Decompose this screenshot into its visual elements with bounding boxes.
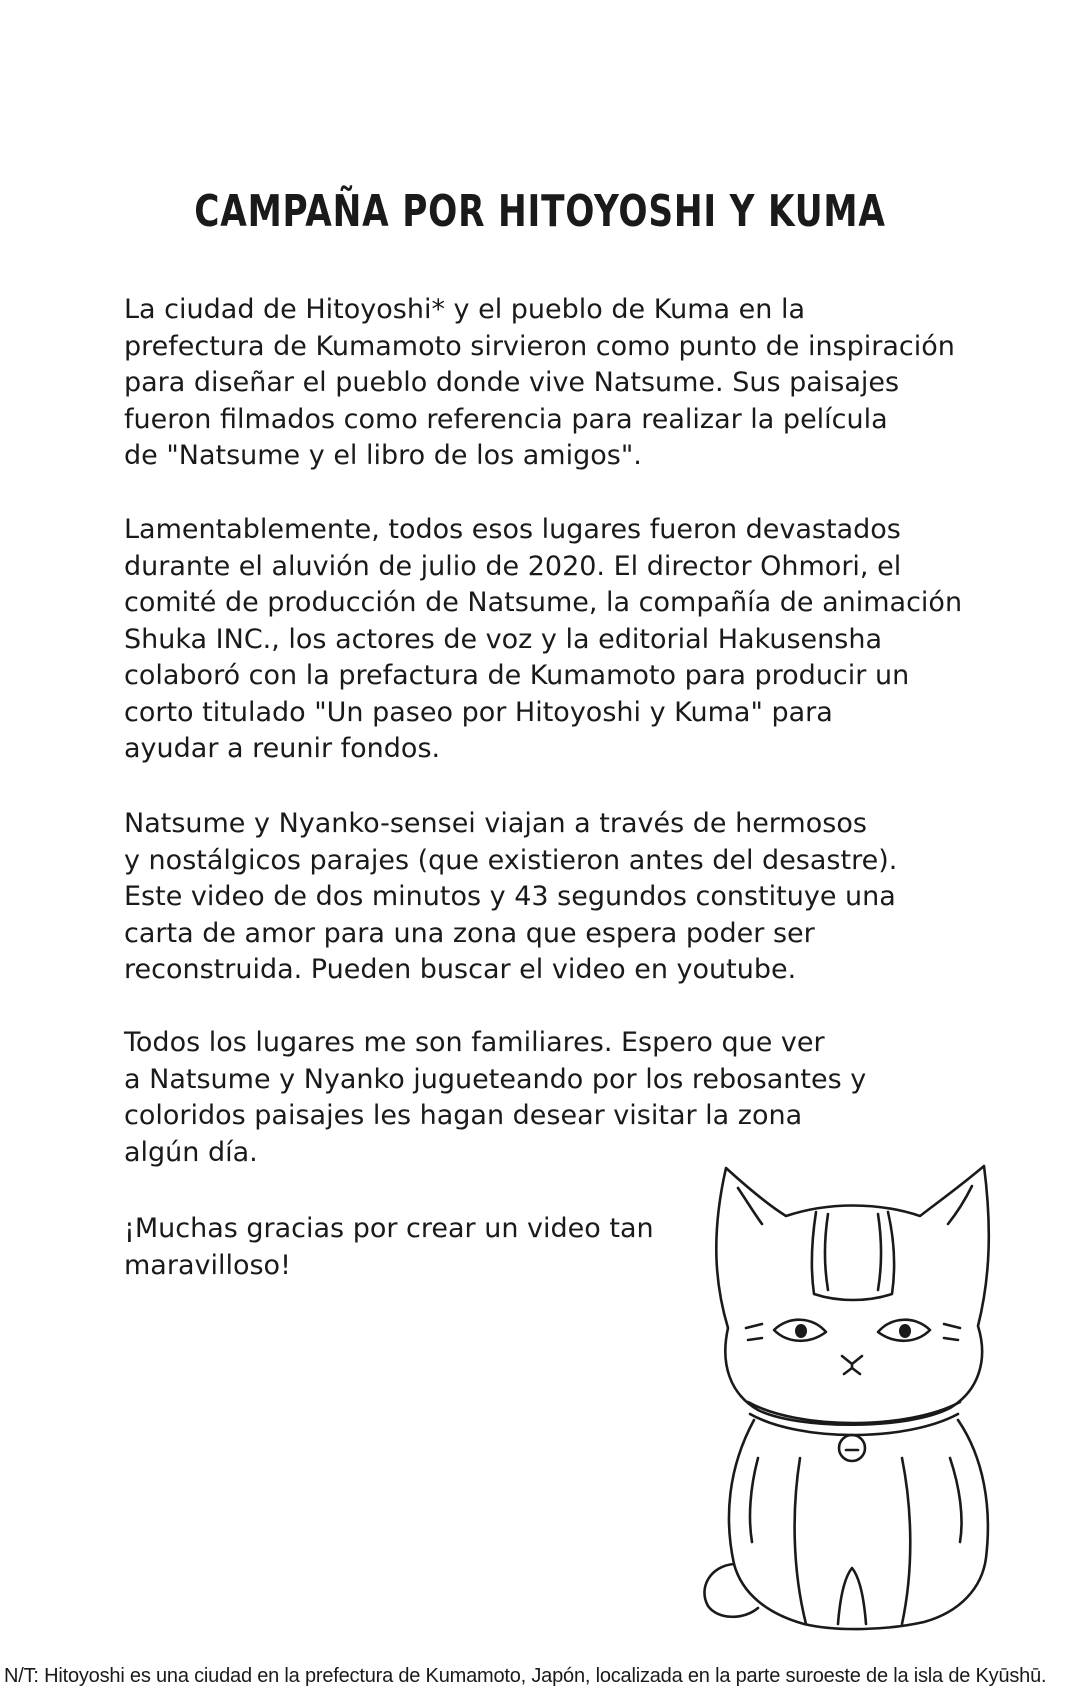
text-line: Este video de dos minutos y 43 segundos constituye una bbox=[124, 881, 896, 912]
text-line: ayudar a reunir fondos. bbox=[124, 733, 441, 764]
text-line: Natsume y Nyanko-sensei viajan a través de hermosos bbox=[124, 808, 867, 839]
text-line: Lamentablemente, todos esos lugares fueron devastados bbox=[124, 514, 901, 545]
text-line: maravilloso! bbox=[124, 1249, 291, 1281]
paragraph-1 bbox=[124, 292, 964, 475]
cat-illustration-icon bbox=[688, 1158, 1018, 1638]
page-title: CAMPAÑA POR HITOYOSHI Y KUMA bbox=[194, 186, 886, 237]
text-line: de "Natsume y el libro de los amigos". bbox=[124, 440, 642, 471]
text-line: para diseñar el pueblo donde vive Natsume. Sus paisajes bbox=[124, 367, 900, 398]
text-line: Shuka INC., los actores de voz y la editorial Hakusensha bbox=[124, 623, 882, 655]
text-line: corto titulado "Un paseo por Hitoyoshi y Kuma" para bbox=[124, 696, 833, 728]
paragraph-3 bbox=[124, 806, 964, 989]
text-line: comité de producción de Natsume, la compañía de animación bbox=[124, 587, 963, 618]
text-line: fueron filmados como referencia para realizar la película bbox=[124, 403, 888, 435]
text-line: ¡Muchas gracias por crear un video tan bbox=[124, 1213, 654, 1244]
text-line: coloridos paisajes les hagan desear visitar la zona bbox=[124, 1100, 803, 1131]
text-line: prefectura de Kumamoto sirvieron como punto de inspiración bbox=[124, 330, 955, 362]
text-line: algún día. bbox=[124, 1136, 258, 1168]
text-line: durante el aluvión de julio de 2020. El director Ohmori, el bbox=[124, 550, 902, 582]
text-line: colaboró con la prefactura de Kumamoto para producir un bbox=[124, 660, 910, 691]
text-line: a Natsume y Nyanko jugueteando por los rebosantes y bbox=[124, 1063, 867, 1095]
paragraph-4 bbox=[124, 1025, 964, 1171]
text-line: carta de amor para una zona que espera poder ser bbox=[124, 917, 815, 949]
text-line: La ciudad de Hitoyoshi* y el pueblo de Kuma en la bbox=[124, 294, 805, 325]
paragraph-2 bbox=[124, 512, 964, 768]
text-line: y nostálgicos parajes (que existieron antes del desastre). bbox=[124, 844, 898, 876]
text-line: Todos los lugares me son familiares. Espero que ver bbox=[124, 1027, 825, 1058]
text-line: reconstruida. Pueden buscar el video en youtube. bbox=[124, 954, 797, 985]
translator-footnote: N/T: Hitoyoshi es una ciudad en la prefectura de Kumamoto, Japón, localizada en la parte suroeste de la isla de Kyūshū. bbox=[4, 1665, 1047, 1687]
